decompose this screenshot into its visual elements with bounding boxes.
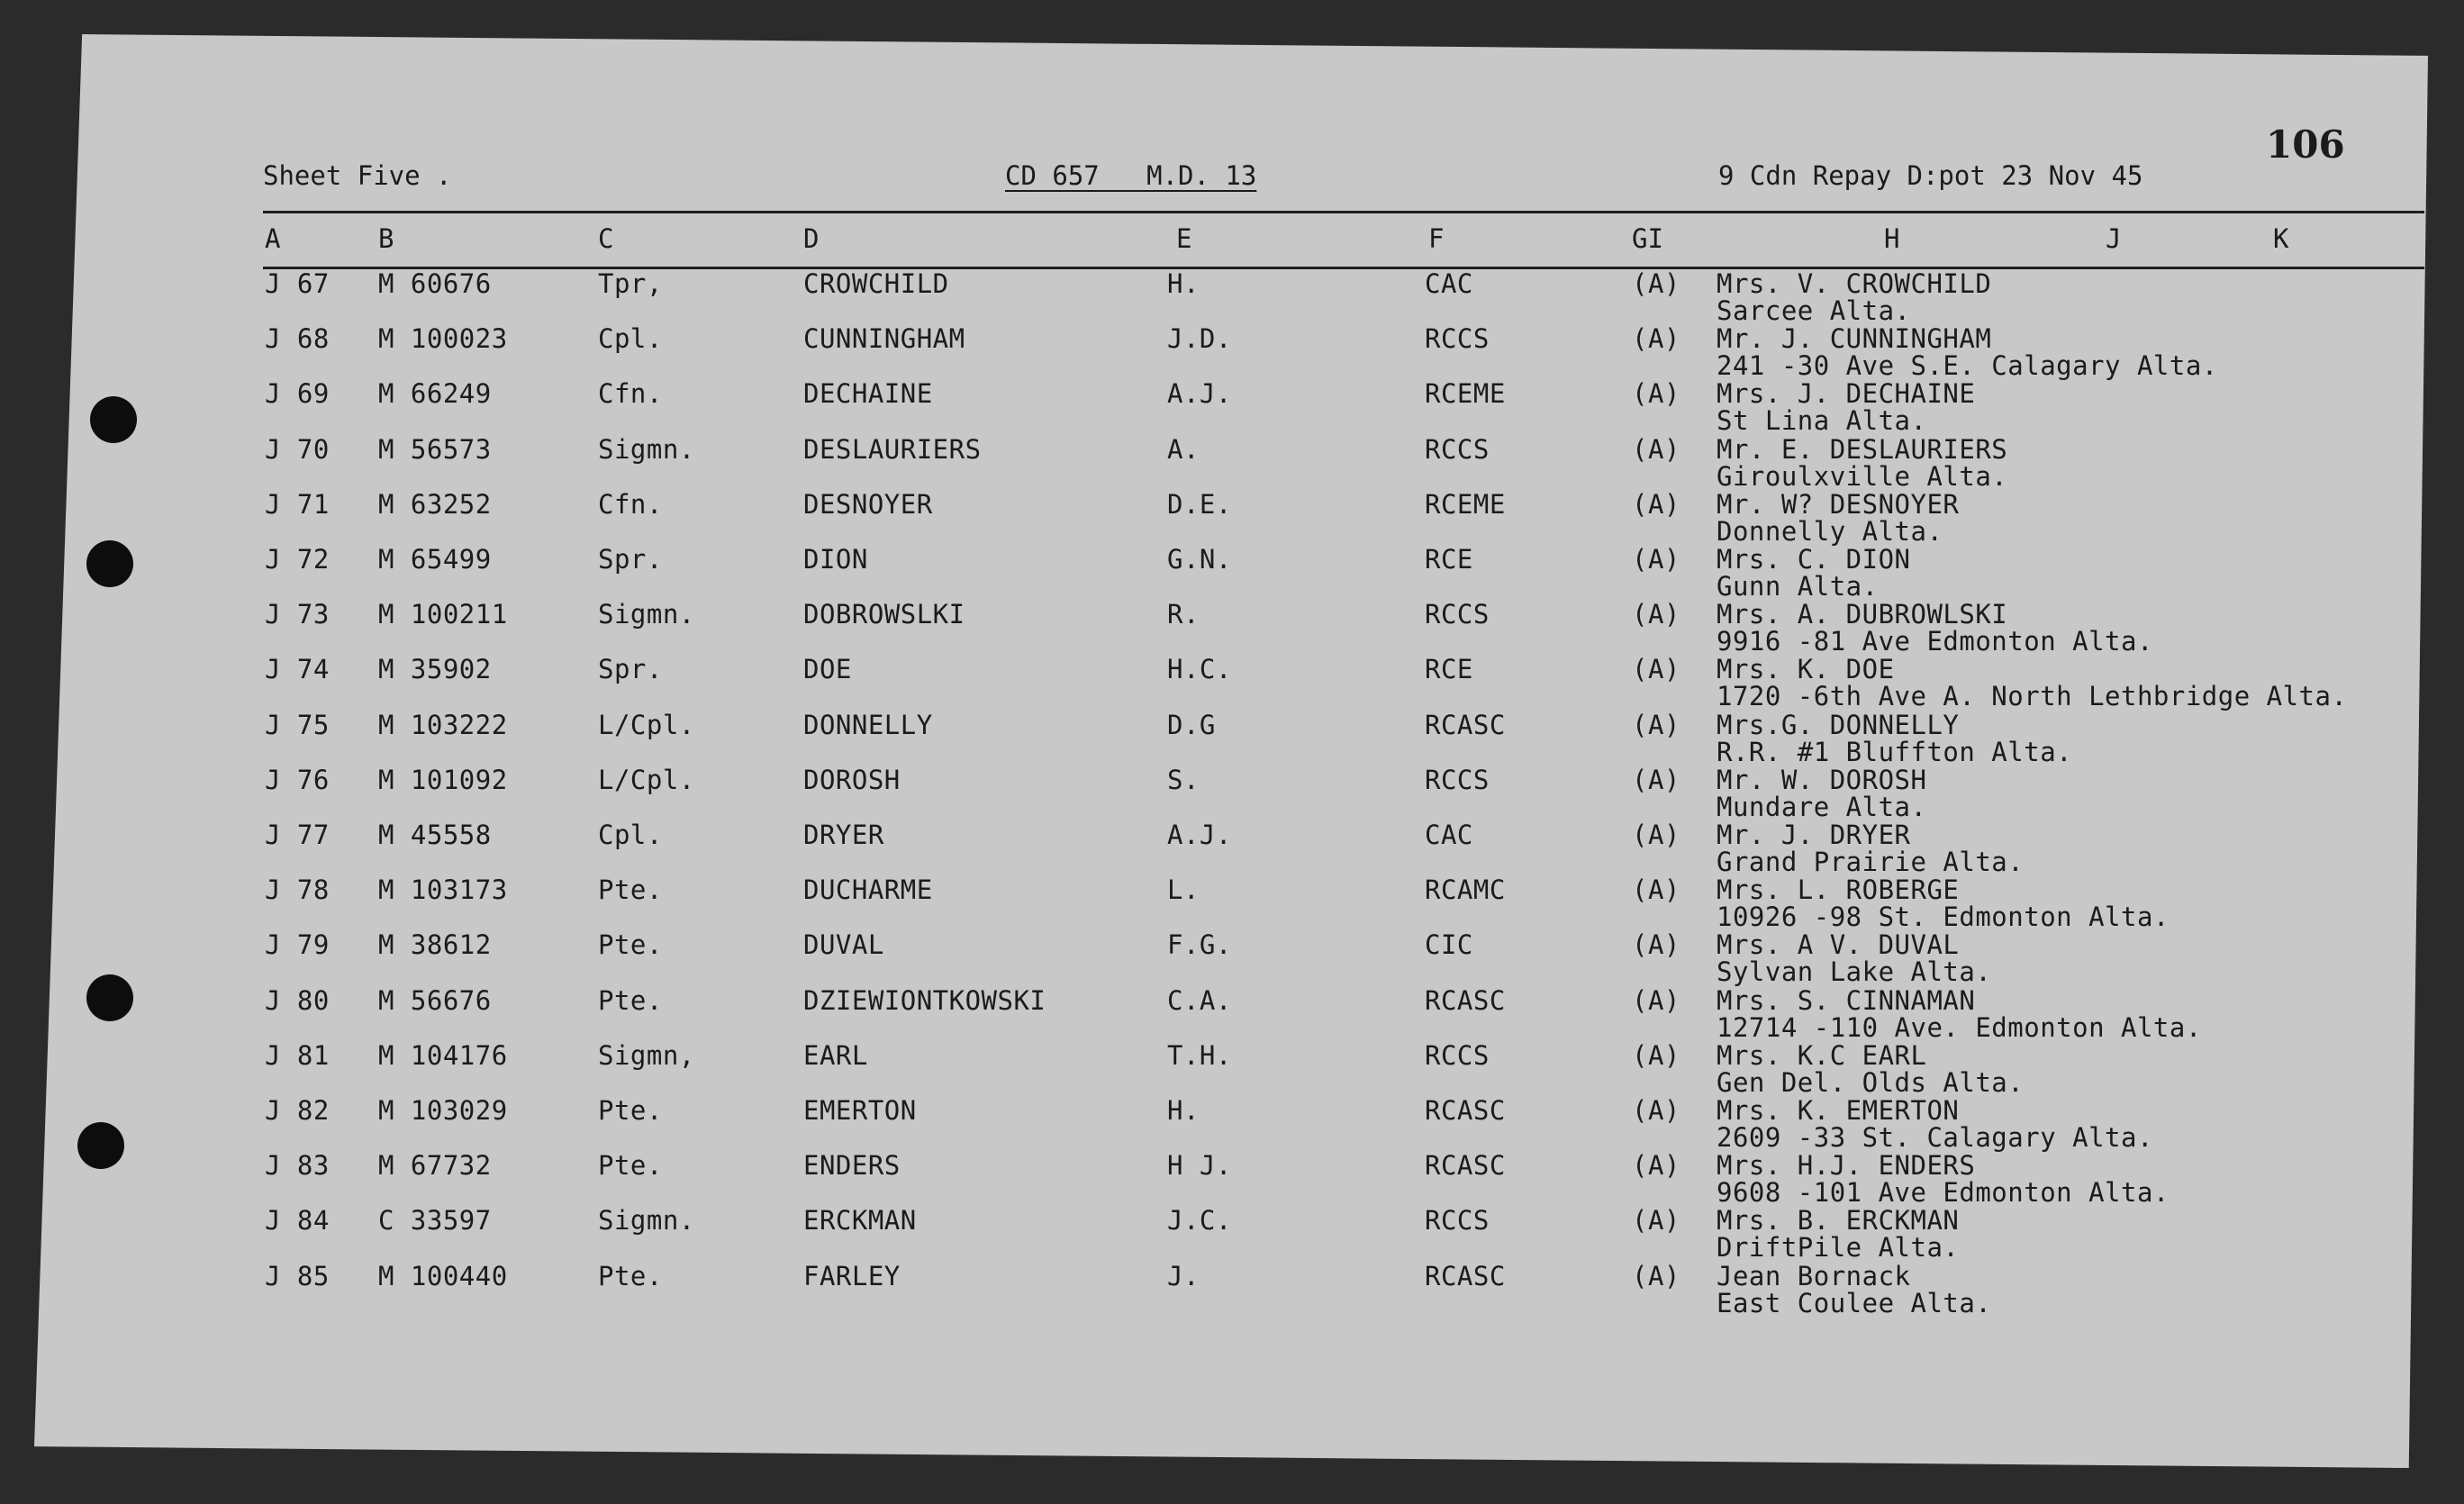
status-code: (A) — [1632, 544, 1680, 575]
record-id: J 73 — [265, 599, 330, 630]
corps: RCASC — [1425, 984, 1506, 1016]
service-number: M 100440 — [378, 1260, 508, 1291]
corps: RCCS — [1425, 323, 1490, 355]
service-number: M 104176 — [378, 1039, 508, 1071]
record-id: J 72 — [265, 544, 330, 575]
rank: Sigmn, — [598, 1039, 695, 1071]
surname: FARLEY — [803, 1260, 901, 1291]
surname: DRYER — [803, 820, 884, 850]
initials: J.C. — [1167, 1205, 1232, 1237]
depot-label: 9 Cdn Repay D:pot 23 Nov 45 — [1718, 160, 2143, 191]
initials: H J. — [1167, 1150, 1232, 1182]
status-code: (A) — [1632, 820, 1680, 850]
surname: DUVAL — [803, 929, 884, 961]
header-rule-top — [263, 211, 2424, 213]
table-row — [0, 599, 2464, 657]
next-of-kin-name: Mr. W? DESNOYER — [1717, 488, 1960, 520]
surname: DESNOYER — [803, 488, 933, 520]
initials: D.E. — [1167, 488, 1232, 520]
next-of-kin-address: Gunn Alta. — [1717, 571, 1879, 602]
status-code: (A) — [1632, 433, 1680, 465]
table-row — [0, 544, 2464, 602]
table-row — [0, 433, 2464, 492]
next-of-kin-address: 9916 -81 Ave Edmonton Alta. — [1717, 626, 2153, 657]
corps: RCCS — [1425, 764, 1490, 795]
initials: C.A. — [1167, 984, 1232, 1016]
column-header: H — [1884, 223, 1900, 254]
status-code: (A) — [1632, 654, 1680, 685]
next-of-kin-name: Mrs.G. DONNELLY — [1717, 709, 1960, 740]
column-header: E — [1176, 223, 1192, 254]
column-header: C — [598, 223, 614, 254]
service-number: M 101092 — [378, 764, 508, 795]
rank: Cpl. — [598, 323, 663, 355]
column-header: F — [1428, 223, 1445, 254]
status-code: (A) — [1632, 1150, 1680, 1182]
column-header: J — [2106, 223, 2122, 254]
next-of-kin-address: Sylvan Lake Alta. — [1717, 956, 1992, 988]
next-of-kin-name: Mrs. K. EMERTON — [1717, 1095, 1960, 1126]
status-code: (A) — [1632, 709, 1680, 740]
next-of-kin-name: Mr. J. DRYER — [1717, 820, 1911, 850]
table-row — [0, 1039, 2464, 1098]
service-number: M 67732 — [378, 1150, 492, 1182]
service-number: M 60676 — [378, 268, 492, 299]
rank: Cpl. — [598, 820, 663, 850]
surname: EMERTON — [803, 1095, 917, 1126]
rank: Pte. — [598, 984, 663, 1016]
column-header: K — [2273, 223, 2289, 254]
next-of-kin-name: Mr. W. DOROSH — [1717, 764, 1927, 795]
record-id: J 77 — [265, 820, 330, 850]
table-row — [0, 710, 2464, 765]
rank: Pte. — [598, 1260, 663, 1291]
surname: DECHAINE — [803, 378, 933, 410]
initials: D.G — [1167, 709, 1216, 740]
surname: DOE — [803, 654, 852, 685]
initials: J.D. — [1167, 323, 1232, 355]
table-row — [0, 654, 2464, 712]
service-number: M 56676 — [378, 984, 492, 1016]
rank: Sigmn. — [598, 1205, 695, 1237]
surname: ENDERS — [803, 1150, 901, 1182]
table-row — [0, 765, 2464, 820]
next-of-kin-name: Mrs. K. DOE — [1717, 654, 1895, 685]
initials: H.C. — [1167, 654, 1232, 685]
record-id: J 83 — [265, 1150, 330, 1182]
table-row — [0, 323, 2464, 382]
status-code: (A) — [1632, 1039, 1680, 1071]
corps: RCASC — [1425, 709, 1506, 740]
service-number: M 63252 — [378, 488, 492, 520]
service-number: M 45558 — [378, 820, 492, 850]
rank: Sigmn. — [598, 599, 695, 630]
next-of-kin-name: Jean Bornack — [1717, 1260, 1911, 1291]
surname: DOBROWSLKI — [803, 599, 965, 630]
rank: L/Cpl. — [598, 764, 695, 795]
corps: RCCS — [1425, 1205, 1490, 1237]
column-header: D — [803, 223, 820, 254]
record-id: J 76 — [265, 764, 330, 795]
initials: A.J. — [1167, 378, 1232, 410]
table-row — [0, 488, 2464, 547]
record-id: J 67 — [265, 268, 330, 299]
next-of-kin-name: Mrs. L. ROBERGE — [1717, 874, 1960, 906]
next-of-kin-address: Giroulxville Alta. — [1717, 460, 2008, 492]
service-number: M 35902 — [378, 654, 492, 685]
record-id: J 79 — [265, 929, 330, 961]
initials: A.J. — [1167, 820, 1232, 850]
status-code: (A) — [1632, 764, 1680, 795]
initials: L. — [1167, 874, 1200, 906]
corps: RCCS — [1425, 1039, 1490, 1071]
table-row — [0, 984, 2464, 1043]
next-of-kin-name: Mrs. J. DECHAINE — [1717, 378, 1976, 410]
service-number: M 100211 — [378, 599, 508, 630]
service-number: C 33597 — [378, 1205, 492, 1237]
record-id: J 68 — [265, 323, 330, 355]
initials: H. — [1167, 1095, 1200, 1126]
next-of-kin-address: 1720 -6th Ave A. North Lethbridge Alta. — [1717, 681, 2348, 712]
next-of-kin-address: 241 -30 Ave S.E. Calagary Alta. — [1717, 350, 2218, 382]
page-number: 106 — [2266, 122, 2345, 167]
service-number: M 100023 — [378, 323, 508, 355]
service-number: M 103173 — [378, 874, 508, 906]
next-of-kin-name: Mrs. C. DION — [1717, 544, 1911, 575]
surname: DOROSH — [803, 764, 901, 795]
next-of-kin-name: Mrs. H.J. ENDERS — [1717, 1150, 1976, 1182]
reference-label: CD 657 M.D. 13 — [1005, 160, 1257, 191]
surname: CROWCHILD — [803, 268, 949, 299]
surname: ERCKMAN — [803, 1205, 917, 1237]
next-of-kin-address: 10926 -98 St. Edmonton Alta. — [1717, 901, 2170, 933]
status-code: (A) — [1632, 1205, 1680, 1237]
record-id: J 71 — [265, 488, 330, 520]
initials: H. — [1167, 268, 1200, 299]
status-code: (A) — [1632, 488, 1680, 520]
next-of-kin-address: Mundare Alta. — [1717, 791, 1927, 822]
status-code: (A) — [1632, 1095, 1680, 1126]
next-of-kin-address: Grand Prairie Alta. — [1717, 847, 2025, 877]
table-row — [0, 820, 2464, 877]
initials: G.N. — [1167, 544, 1232, 575]
rank: Tpr, — [598, 268, 663, 299]
next-of-kin-address: DriftPile Alta. — [1717, 1232, 1960, 1264]
surname: DUCHARME — [803, 874, 933, 906]
next-of-kin-address: 2609 -33 St. Calagary Alta. — [1717, 1122, 2153, 1153]
initials: T.H. — [1167, 1039, 1232, 1071]
initials: A. — [1167, 433, 1200, 465]
rank: Pte. — [598, 1150, 663, 1182]
next-of-kin-address: 9608 -101 Ave Edmonton Alta. — [1717, 1177, 2170, 1209]
service-number: M 56573 — [378, 433, 492, 465]
table-row — [0, 929, 2464, 988]
corps: RCASC — [1425, 1260, 1506, 1291]
table-row — [0, 268, 2464, 326]
status-code: (A) — [1632, 378, 1680, 410]
next-of-kin-address: 12714 -110 Ave. Edmonton Alta. — [1717, 1011, 2202, 1043]
corps: RCEME — [1425, 488, 1506, 520]
corps: RCE — [1425, 654, 1473, 685]
service-number: M 103029 — [378, 1095, 508, 1126]
surname: DONNELLY — [803, 709, 933, 740]
status-code: (A) — [1632, 268, 1680, 299]
next-of-kin-name: Mr. E. DESLAURIERS — [1717, 433, 2008, 465]
column-header: GI — [1632, 223, 1663, 254]
rank: Sigmn. — [598, 433, 695, 465]
service-number: M 65499 — [378, 544, 492, 575]
rank: Pte. — [598, 874, 663, 906]
status-code: (A) — [1632, 599, 1680, 630]
status-code: (A) — [1632, 929, 1680, 961]
next-of-kin-name: Mrs. K.C EARL — [1717, 1039, 1927, 1071]
next-of-kin-name: Mrs. S. CINNAMAN — [1717, 984, 1976, 1016]
rank: Cfn. — [598, 378, 663, 410]
surname: EARL — [803, 1039, 868, 1071]
rank: L/Cpl. — [598, 709, 695, 740]
next-of-kin-name: Mrs. A. DUBROWLSKI — [1717, 599, 2008, 630]
service-number: M 38612 — [378, 929, 492, 961]
table-row — [0, 1261, 2464, 1316]
surname: DESLAURIERS — [803, 433, 982, 465]
service-number: M 103222 — [378, 709, 508, 740]
rank: Spr. — [598, 544, 663, 575]
record-id: J 82 — [265, 1095, 330, 1126]
record-id: J 84 — [265, 1205, 330, 1237]
record-id: J 75 — [265, 709, 330, 740]
surname: DZIEWIONTKOWSKI — [803, 984, 1046, 1016]
rank: Cfn. — [598, 488, 663, 520]
rank: Pte. — [598, 1095, 663, 1126]
column-header: A — [265, 223, 281, 254]
initials: R. — [1167, 599, 1200, 630]
next-of-kin-address: Donnelly Alta. — [1717, 515, 1943, 547]
corps: RCASC — [1425, 1095, 1506, 1126]
column-header: B — [378, 223, 394, 254]
initials: J. — [1167, 1260, 1200, 1291]
rank: Pte. — [598, 929, 663, 961]
next-of-kin-address: St Lina Alta. — [1717, 405, 1927, 437]
table-row — [0, 1095, 2464, 1153]
table-row — [0, 1205, 2464, 1264]
initials: S. — [1167, 764, 1200, 795]
corps: CIC — [1425, 929, 1473, 961]
status-code: (A) — [1632, 1260, 1680, 1291]
record-id: J 69 — [265, 378, 330, 410]
corps: RCEME — [1425, 378, 1506, 410]
surname: DION — [803, 544, 868, 575]
corps: RCASC — [1425, 1150, 1506, 1182]
next-of-kin-name: Mrs. V. CROWCHILD — [1717, 268, 1992, 299]
next-of-kin-name: Mrs. A V. DUVAL — [1717, 929, 1960, 961]
corps: RCCS — [1425, 433, 1490, 465]
record-id: J 85 — [265, 1260, 330, 1291]
corps: CAC — [1425, 820, 1473, 850]
record-id: J 80 — [265, 984, 330, 1016]
corps: RCAMC — [1425, 874, 1506, 906]
initials: F.G. — [1167, 929, 1232, 961]
status-code: (A) — [1632, 874, 1680, 906]
record-id: J 70 — [265, 433, 330, 465]
status-code: (A) — [1632, 984, 1680, 1016]
corps: RCCS — [1425, 599, 1490, 630]
record-id: J 81 — [265, 1039, 330, 1071]
table-row — [0, 378, 2464, 437]
service-number: M 66249 — [378, 378, 492, 410]
rank: Spr. — [598, 654, 663, 685]
table-row — [0, 874, 2464, 933]
corps: RCE — [1425, 544, 1473, 575]
next-of-kin-name: Mr. J. CUNNINGHAM — [1717, 323, 1992, 355]
table-row — [0, 1150, 2464, 1209]
next-of-kin-name: Mrs. B. ERCKMAN — [1717, 1205, 1960, 1237]
next-of-kin-address: Gen Del. Olds Alta. — [1717, 1066, 2025, 1098]
sheet-label: Sheet Five . — [263, 160, 452, 191]
record-id: J 74 — [265, 654, 330, 685]
next-of-kin-address: East Coulee Alta. — [1717, 1287, 1992, 1318]
next-of-kin-address: Sarcee Alta. — [1717, 295, 1911, 326]
corps: CAC — [1425, 268, 1473, 299]
surname: CUNNINGHAM — [803, 323, 965, 355]
next-of-kin-address: R.R. #1 Bluffton Alta. — [1717, 736, 2073, 767]
record-id: J 78 — [265, 874, 330, 906]
status-code: (A) — [1632, 323, 1680, 355]
